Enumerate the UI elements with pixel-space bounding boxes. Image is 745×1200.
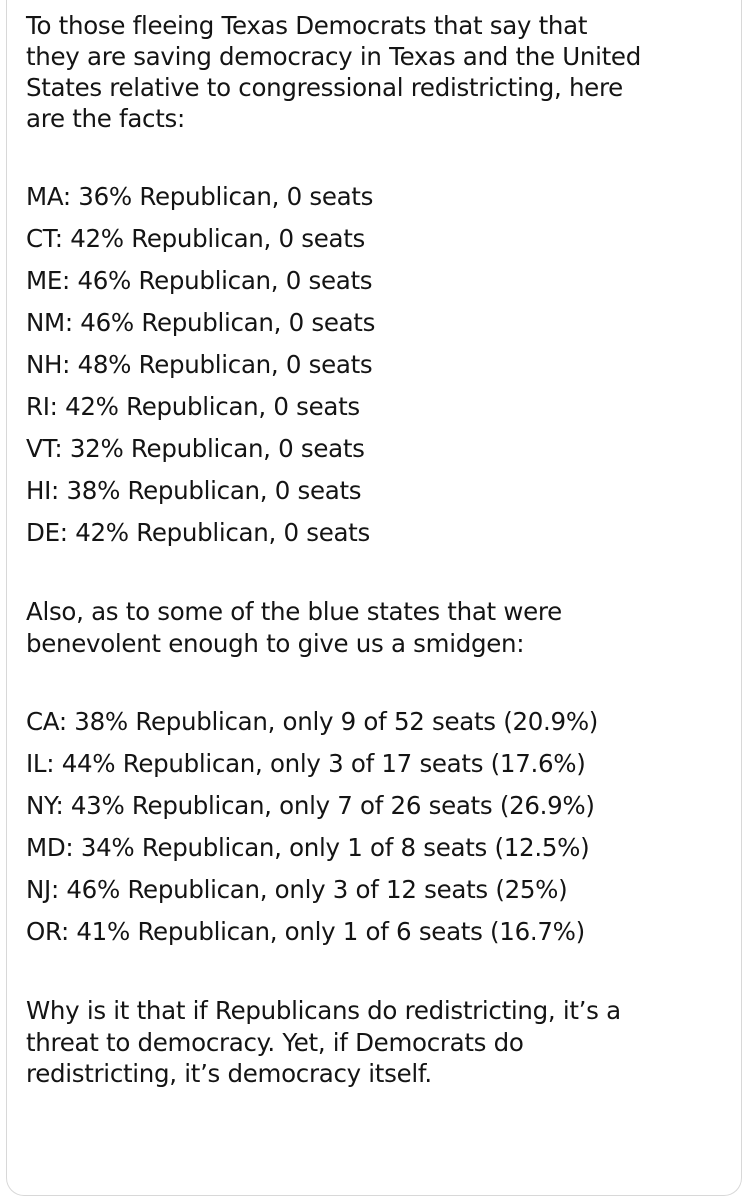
list-item: NJ: 46% Republican, only 3 of 12 seats (25%) <box>26 875 568 904</box>
closing-line: Why is it that if Republicans do redistricting, it’s a <box>26 996 621 1025</box>
zero-seat-states-list <box>26 176 726 554</box>
list-item: MD: 34% Republican, only 1 of 8 seats (12.5%) <box>26 833 590 862</box>
some-seat-states-list <box>26 701 726 953</box>
also-line: Also, as to some of the blue states that were <box>26 597 562 626</box>
intro-line: States relative to congressional redistricting, here <box>26 73 623 102</box>
list-item: HI: 38% Republican, 0 seats <box>26 476 362 505</box>
closing-line: threat to democracy. Yet, if Democrats do <box>26 1027 524 1057</box>
intro-paragraph <box>26 10 726 134</box>
intro-line: are the facts: <box>26 104 185 133</box>
intro-line: they are saving democracy in Texas and the United <box>26 42 641 71</box>
list-item: OR: 41% Republican, only 1 of 6 seats (16.7%) <box>26 917 585 946</box>
list-item: RI: 42% Republican, 0 seats <box>26 392 360 421</box>
post-text <box>26 10 726 1090</box>
intro-line: To those fleeing Texas Democrats that say that <box>26 11 588 40</box>
also-paragraph <box>26 596 726 659</box>
list-item: CT: 42% Republican, 0 seats <box>26 224 365 253</box>
closing-paragraph <box>26 995 726 1090</box>
list-item: IL: 44% Republican, only 3 of 17 seats (17.6%) <box>26 749 586 778</box>
list-item: CA: 38% Republican, only 9 of 52 seats (20.9%) <box>26 707 599 736</box>
closing-line: redistricting, it’s democracy itself. <box>26 1059 432 1088</box>
list-item: ME: 46% Republican, 0 seats <box>26 266 373 295</box>
list-item: NY: 43% Republican, only 7 of 26 seats (26.9%) <box>26 791 595 820</box>
also-line: benevolent enough to give us a smidgen: <box>26 628 525 658</box>
list-item: MA: 36% Republican, 0 seats <box>26 182 374 211</box>
list-item: NH: 48% Republican, 0 seats <box>26 350 373 379</box>
list-item: NM: 46% Republican, 0 seats <box>26 308 376 337</box>
list-item: DE: 42% Republican, 0 seats <box>26 518 370 547</box>
list-item: VT: 32% Republican, 0 seats <box>26 434 365 463</box>
